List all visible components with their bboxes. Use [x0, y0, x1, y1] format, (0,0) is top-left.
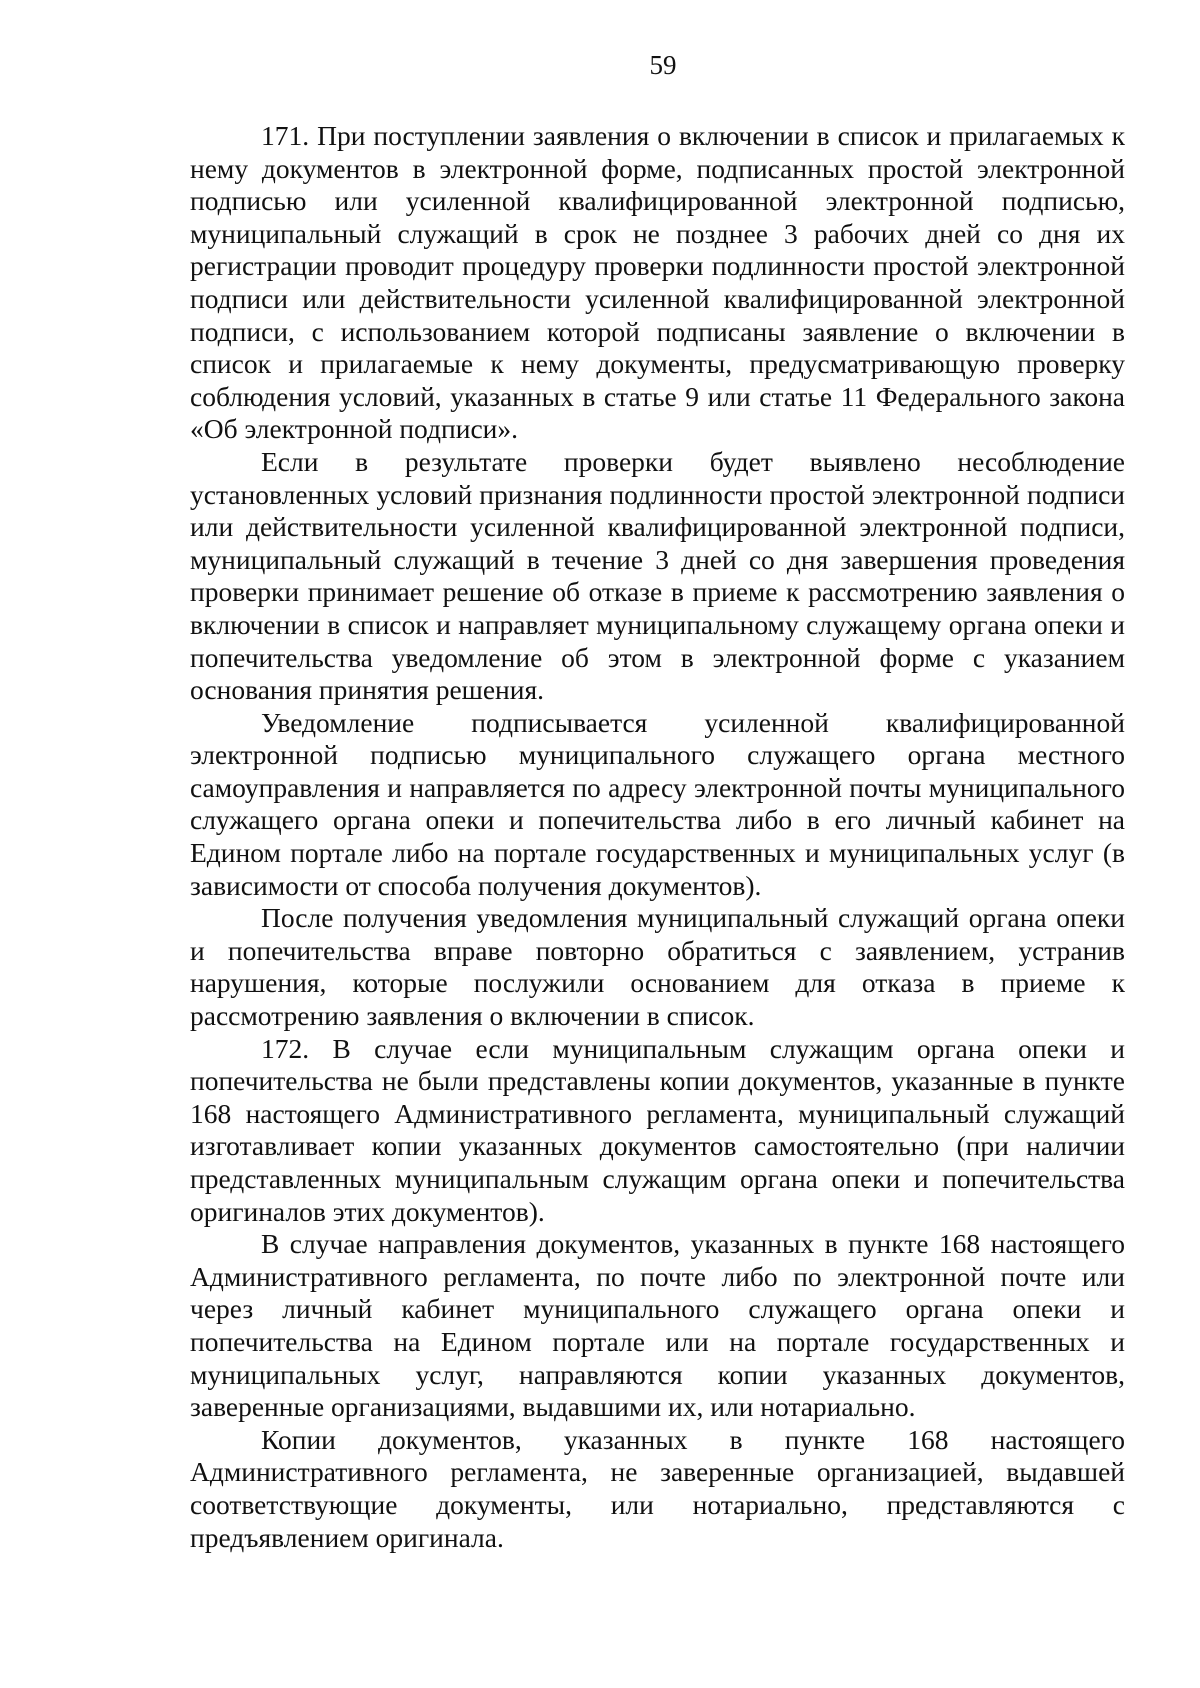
paragraph-verification-failure: Если в результате проверки будет выявлено несоблюдение установленных условий признания подлинности простой электронной подписи или действительности усиленной квалифицированной электронной подписи, муниципальный служащий в течение 3 дней со дня завершения проведения проверки принимает решение об отказе в приеме к рассмотрению заявления о включении в список и направляет муниципальному служащему органа опеки и попечительства уведомление об этом в электронной форме с указанием основания принятия решения.: [190, 445, 1125, 706]
paragraph-171: 171. При поступлении заявления о включении в список и прилагаемых к нему документов в электронной форме, подписанных простой электронной подписью или усиленной квалифицированной электронной подписью, муниципальный служащий в срок не позднее 3 рабочих дней со дня их регистрации проводит процедуру проверки подлинности простой электронной подписи или действительности усиленной квалифицированной электронной подписи, с использованием которой подписаны заявление о включении в список и прилагаемые к нему документы, предусматривающую проверку соблюдения условий, указанных в статье 9 или статье 11 Федерального закона «Об электронной подписи».: [190, 120, 1125, 445]
paragraph-notification: Уведомление подписывается усиленной квалифицированной электронной подписью муниципального служащего органа местного самоуправления и направляется по адресу электронной почты муниципального служащего органа опеки и попечительства либо в его личный кабинет на Едином портале либо на портале государственных и муниципальных услуг (в зависимости от способа получения документов).: [190, 706, 1125, 901]
paragraph-172: 172. В случае если муниципальным служащим органа опеки и попечительства не были представлены копии документов, указанные в пункте 168 настоящего Административного регламента, муниципальный служащий изготавливает копии указанных документов самостоятельно (при наличии представленных муниципальным служащим органа опеки и попечительства оригиналов этих документов).: [190, 1032, 1125, 1227]
page-number: 59: [649, 50, 677, 80]
paragraph-reapplication: После получения уведомления муниципальный служащий органа опеки и попечительства вправе повторно обратиться с заявлением, устранив нарушения, которые послужили основанием для отказа в приеме к рассмотрению заявления о включении в список.: [190, 902, 1125, 1032]
paragraph-mailed-documents: В случае направления документов, указанных в пункте 168 настоящего Административного регламента, по почте либо по электронной почте или через личный кабинет муниципального служащего органа опеки и попечительства на Едином портале или на портале государственных и муниципальных услуг, направляются копии указанных документов, заверенные организациями, выдавшими их, или нотариально.: [190, 1228, 1125, 1423]
paragraph-uncertified-copies: Копии документов, указанных в пункте 168 настоящего Административного регламента, не заверенные организацией, выдавшей соответствующие документы, или нотариально, представляются с предъявлением оригинала.: [190, 1423, 1125, 1553]
document-body: [190, 120, 1125, 1554]
